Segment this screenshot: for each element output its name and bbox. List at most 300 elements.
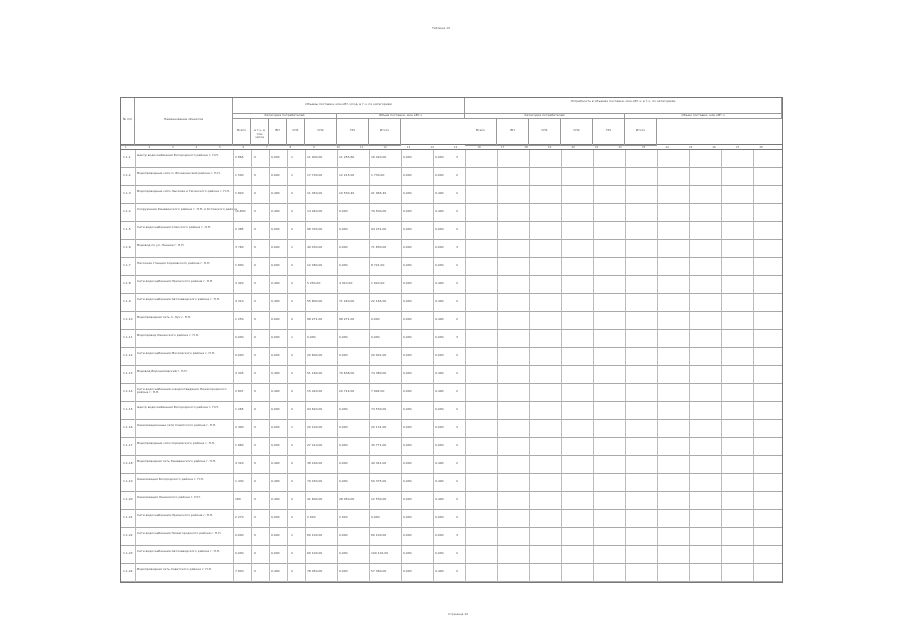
column-number: 12 — [383, 145, 387, 149]
row-value: 2 — [291, 461, 293, 465]
row-value: 2 — [456, 191, 458, 195]
row-value: 7 840 — [235, 569, 244, 573]
row-name: Сети водоснабжения Автозаводского района г. Н.Н. — [137, 297, 220, 301]
row-name: Водопроводная сеть Канавинского района г. Н.Н. — [137, 459, 216, 463]
row-value: 0,000 — [271, 335, 280, 339]
row-value: 2 — [456, 263, 458, 267]
row-value: 1 430 — [235, 479, 244, 483]
row-value: 2 — [456, 281, 458, 285]
row-value: 0,000 — [403, 191, 412, 195]
row-value: 2 — [456, 209, 458, 213]
row-value: 12 215,00 — [339, 173, 355, 177]
row-name: Водопроводные сети п. Вознесенский района г. Н.Н. — [137, 171, 221, 175]
row-name: Сети водоснабжения Приокского района г. Н.Н. — [137, 279, 214, 283]
column-number: 3 — [172, 145, 174, 149]
row-value: 0,000 — [403, 155, 412, 159]
row-value: 0,000 — [339, 479, 348, 483]
row-value: 2 — [456, 227, 458, 231]
row-value: 41 600,00 — [307, 497, 323, 501]
row-value: 1 — [291, 245, 293, 249]
row-value: 28 050,00 — [339, 497, 355, 501]
row-value: 2 — [456, 371, 458, 375]
row-value: 2 — [291, 497, 293, 501]
row-value: 4 320 — [235, 461, 244, 465]
row-value: 2 — [291, 551, 293, 555]
row-name: Водовод Ворошиловский г. Н.Н. — [137, 369, 188, 373]
row-value: 0,490 — [435, 281, 444, 285]
row-number: 1.1.12 — [123, 353, 133, 357]
row-value: 0,000 — [435, 407, 444, 411]
row-value: 22 165,00 — [371, 299, 387, 303]
row-value: 2 — [291, 263, 293, 267]
row-value: 71 240,00 — [339, 299, 355, 303]
row-value: 0,000 — [403, 407, 412, 411]
row-value: 30 771,00 — [371, 443, 387, 447]
row-value: 51 160,00 — [307, 371, 323, 375]
row-number: 1.1.7 — [123, 263, 131, 267]
row-value: 2 — [456, 407, 458, 411]
row-value: 2 — [291, 299, 293, 303]
table-row — [121, 402, 782, 420]
row-number: 1.1.9 — [123, 299, 131, 303]
page-number: Страница 10 — [448, 612, 469, 616]
header-sub-left-a: Категория потребителей — [233, 114, 337, 119]
row-value: 0 — [254, 425, 256, 429]
row-value: 0,000 — [235, 353, 244, 357]
row-value: 0,490 — [271, 479, 280, 483]
row-value: 10 530,40 — [339, 191, 355, 195]
row-value: 0,000 — [271, 173, 280, 177]
row-number: 1.1.14 — [123, 389, 133, 393]
row-value: 0,000 — [435, 155, 444, 159]
row-number: 1.1.18 — [123, 461, 133, 465]
header-col-label: Всего — [233, 119, 251, 146]
header-col-label: СН1 — [529, 119, 561, 146]
row-value: 0,000 — [403, 533, 412, 537]
row-value: 0,000 — [403, 371, 412, 375]
row-number: 1.1.11 — [123, 335, 133, 339]
grid-line — [657, 150, 658, 582]
row-value: 60 100,00 — [371, 533, 387, 537]
row-number: 1.1.4 — [123, 209, 131, 213]
row-value: 0,000 — [403, 479, 412, 483]
grid-line — [305, 150, 306, 582]
row-value: 2 — [456, 173, 458, 177]
grid-line — [251, 150, 252, 582]
row-value: 55 800,00 — [307, 299, 323, 303]
row-value: 2 — [456, 515, 458, 519]
row-value: 0 — [254, 479, 256, 483]
row-value: 57 360,00 — [371, 569, 387, 573]
row-value: 0 — [254, 407, 256, 411]
row-value: 0,000 — [403, 245, 412, 249]
row-value: 0,000 — [403, 263, 412, 267]
row-number: 1.1.3 — [123, 191, 131, 195]
row-value: 2 — [456, 497, 458, 501]
row-value: 0,490 — [271, 191, 280, 195]
row-value: 2 490 — [235, 425, 244, 429]
row-value: 0,000 — [403, 317, 412, 321]
row-value: 11 900,00 — [307, 155, 323, 159]
row-value: 3 — [456, 425, 458, 429]
row-name: Сети водоснабжения Московского района г. Н.Н. — [137, 351, 215, 355]
row-value: 0 — [254, 533, 256, 537]
column-number: 17 — [501, 145, 505, 149]
row-value: 3 — [456, 155, 458, 159]
row-value: 2 — [456, 551, 458, 555]
row-value: 0 — [254, 443, 256, 447]
row-value: 74 380,00 — [371, 371, 387, 375]
column-number: 24 — [665, 145, 669, 149]
row-value: 2 — [291, 353, 293, 357]
row-value: 2 — [456, 461, 458, 465]
row-number: 1.1.6 — [123, 245, 131, 249]
header-col-label: СН2 — [561, 119, 593, 146]
row-value: 0,000 — [235, 533, 244, 537]
row-value: 98 330,00 — [307, 227, 323, 231]
row-value: 4 310 — [235, 299, 244, 303]
row-value: 0,000 — [339, 461, 348, 465]
row-value: 2 — [291, 479, 293, 483]
row-value: 0,490 — [271, 371, 280, 375]
row-number: 1.1.13 — [123, 371, 133, 375]
row-number: 1.1.21 — [123, 515, 133, 519]
row-value: 2 — [291, 209, 293, 213]
column-number: 5 — [219, 145, 221, 149]
row-value: 20 714,00 — [339, 389, 355, 393]
grid-line — [465, 150, 466, 582]
column-number: 19 — [548, 145, 552, 149]
row-value: 0,000 — [403, 443, 412, 447]
row-value: 0,490 — [435, 209, 444, 213]
row-value: 2 620 — [307, 515, 316, 519]
column-number: 8 — [289, 145, 292, 149]
row-name: Сети водоснабжения Нижегородского района г. Н.Н. — [137, 531, 222, 535]
row-value: 0,000 — [435, 533, 444, 537]
table-row — [121, 366, 782, 384]
row-number: 1.1.16 — [123, 425, 133, 429]
header-col-label: СН2 — [305, 119, 337, 146]
row-value: 0,000 — [307, 335, 316, 339]
row-value: 2 — [291, 227, 293, 231]
row-value: 0,000 — [403, 335, 412, 339]
row-value: 0,490 — [435, 461, 444, 465]
header-col-label: Итого — [369, 119, 401, 146]
row-value: 94 620,00 — [307, 407, 323, 411]
header-group-right: Потребность в объемах поставки, млн кВт·ч; в т.ч. по категориям — [465, 98, 782, 114]
row-value: 0 — [254, 299, 256, 303]
row-value: 1 820 — [235, 191, 244, 195]
row-value: 0,000 — [339, 425, 348, 429]
row-value: 0 — [254, 551, 256, 555]
column-number: 2 — [148, 145, 151, 149]
row-value: 180 — [235, 497, 241, 501]
row-value: 14 940,00 — [307, 209, 323, 213]
row-value: 1 860 — [235, 443, 244, 447]
row-number: 1.1.5 — [123, 227, 131, 231]
row-value: 70 430,00 — [307, 479, 323, 483]
grid-line — [433, 150, 434, 582]
grid-line — [233, 150, 234, 582]
row-value: 2 — [456, 317, 458, 321]
row-name: Центр водоснабжения Богородского района г. Н.Н. — [137, 405, 219, 409]
table-row — [121, 186, 782, 204]
row-value: 0,000 — [271, 317, 280, 321]
data-table — [120, 97, 783, 583]
header-name: Наименование объектов — [135, 98, 233, 146]
row-name: Канализация Ленинского района г. Н.Н. — [137, 495, 201, 499]
table-row — [121, 528, 782, 546]
row-value: 0,000 — [435, 551, 444, 555]
table-row — [121, 222, 782, 240]
row-value: 1 — [291, 155, 293, 159]
grid-line — [625, 150, 626, 582]
row-value: 2 — [456, 479, 458, 483]
row-value: 0,000 — [339, 209, 348, 213]
row-value: 2 — [291, 389, 293, 393]
column-number: 21 — [595, 145, 599, 149]
row-value: 2 — [456, 569, 458, 573]
row-name: Сети водоснабжения Спасского района г. Н.Н. — [137, 225, 212, 229]
row-value: 0,490 — [435, 479, 444, 483]
column-number: 14 — [430, 145, 434, 149]
row-value: 0 — [254, 191, 256, 195]
row-name: Водопровод Ленинского района г. Н.Н. — [137, 333, 199, 337]
row-value: 3 — [456, 335, 458, 339]
row-value: 5 250,00 — [307, 281, 321, 285]
header-col-label: ВН — [497, 119, 529, 146]
row-name: Водопроводные сети Сормовского района г. Н.Н. — [137, 441, 216, 445]
row-name: Центр водоснабжения Богородского района г. Н.Н. — [137, 153, 219, 157]
row-value: 2 — [291, 407, 293, 411]
row-value: 3 — [456, 245, 458, 249]
row-value: 0,000 — [435, 173, 444, 177]
grid-line — [337, 150, 338, 582]
row-value: 0 — [254, 317, 256, 321]
row-value: 0,000 — [403, 353, 412, 357]
header-sub-right-a: Категория потребителей — [465, 114, 625, 119]
row-value: 0,000 — [339, 245, 348, 249]
column-number: 4 — [195, 145, 198, 149]
row-value: 0,000 — [271, 245, 280, 249]
row-number: 1.1.1 — [123, 155, 131, 159]
row-value: 0,000 — [403, 281, 412, 285]
row-value: 0,000 — [435, 353, 444, 357]
column-number: 26 — [712, 145, 716, 149]
row-value: 0,490 — [271, 497, 280, 501]
row-value: 8 721,00 — [371, 263, 385, 267]
row-value: 0 — [254, 335, 256, 339]
row-value: 1 730,00 — [371, 173, 385, 177]
row-value: 2 — [291, 569, 293, 573]
row-value: 3 760 — [235, 245, 244, 249]
row-name: Канализационные сети Советского района г. Н.Н. — [137, 423, 217, 427]
header-sub-left-b: Объем поставки, млн кВт·ч — [337, 114, 465, 119]
row-value: 100 101,00 — [371, 551, 389, 555]
row-value: 16 420,00 — [371, 155, 387, 159]
row-value: 2 270 — [235, 515, 244, 519]
row-value: 0 — [254, 263, 256, 267]
row-value: 0,490 — [435, 299, 444, 303]
column-number: 13 — [407, 145, 411, 149]
header-col-label: НН — [337, 119, 369, 146]
row-value: 21 965,40 — [371, 191, 387, 195]
row-value: 0,490 — [435, 569, 444, 573]
row-value: 0,000 — [435, 263, 444, 267]
row-value: 74 530,00 — [371, 407, 387, 411]
row-value: 0,000 — [235, 335, 244, 339]
row-name: Водопроводная сеть п. Луч г. Н.Н. — [137, 315, 192, 319]
row-value: 0,000 — [371, 317, 380, 321]
row-value: 2 — [291, 443, 293, 447]
header-sub-right-b: Объем поставки, млн кВт·ч — [625, 114, 782, 119]
column-number: 11 — [360, 145, 364, 149]
row-value: 0 — [254, 497, 256, 501]
table-row — [121, 384, 782, 402]
row-value: 0,490 — [271, 209, 280, 213]
row-value: 1 500 — [235, 173, 244, 177]
table-row — [121, 420, 782, 438]
row-value: 60 100,00 — [307, 533, 323, 537]
row-number: 1.1.15 — [123, 407, 133, 411]
header-num: № п/п — [121, 98, 135, 146]
table-row — [121, 150, 782, 168]
row-value: 12 480,00 — [307, 263, 323, 267]
grid-line — [269, 150, 270, 582]
row-value: 0,000 — [371, 335, 380, 339]
row-value: 2 — [456, 443, 458, 447]
row-value: 0,000 — [403, 299, 412, 303]
row-value: 1 250 — [235, 317, 244, 321]
row-number: 1.1.10 — [123, 317, 133, 321]
header-col-label: СН1 — [287, 119, 305, 146]
row-value: 0,000 — [435, 335, 444, 339]
row-value: 0,000 — [271, 443, 280, 447]
row-value: 20 001,00 — [371, 353, 387, 357]
row-value: 2 — [291, 317, 293, 321]
header-col-label: ВН — [269, 119, 287, 146]
row-number: 1.1.2 — [123, 173, 131, 177]
header-col-label: в т.ч. в том числе — [251, 119, 269, 146]
row-number: 1.1.22 — [123, 533, 133, 537]
row-value: 0,000 — [435, 425, 444, 429]
row-value: 0,000 — [271, 425, 280, 429]
row-value: 0,000 — [271, 227, 280, 231]
column-number: 23 — [642, 145, 646, 149]
column-number: 20 — [571, 145, 575, 149]
row-value: 38 160,00 — [307, 461, 323, 465]
row-value: 0,000 — [403, 551, 412, 555]
row-value: 11 450,00 — [307, 191, 323, 195]
row-value: 20 131,00 — [371, 425, 387, 429]
row-value: 7 994,00 — [371, 389, 385, 393]
row-value: 10,600 — [235, 209, 246, 213]
row-value: 0,000 — [403, 209, 412, 213]
grid-line — [529, 150, 530, 582]
column-number: 25 — [689, 145, 693, 149]
row-value: 20 100,00 — [307, 425, 323, 429]
row-value: 0 — [254, 245, 256, 249]
grid-line — [135, 150, 136, 582]
row-value: 4 910,00 — [339, 281, 353, 285]
row-value: 0,000 — [271, 407, 280, 411]
table-row — [121, 240, 782, 258]
table-row — [121, 168, 782, 186]
row-value: 1 — [291, 335, 293, 339]
row-value: 2 — [291, 371, 293, 375]
row-value: 12 530,00 — [371, 497, 387, 501]
row-value: 0,000 — [339, 263, 348, 267]
row-name: Водопроводная сеть Советского района г. Н.Н. — [137, 567, 212, 571]
grid-line — [593, 150, 594, 582]
table-row — [121, 474, 782, 492]
row-value: 20 600,00 — [307, 353, 323, 357]
row-value: 70 638,00 — [339, 371, 355, 375]
row-value: 2 — [291, 281, 293, 285]
row-value: 2 — [456, 299, 458, 303]
row-number: 1.1.17 — [123, 443, 133, 447]
row-value: 0,000 — [403, 497, 412, 501]
row-value: 1 — [291, 173, 293, 177]
row-value: 0 — [254, 515, 256, 519]
row-value: 0,490 — [435, 389, 444, 393]
row-value: 1 265 — [235, 407, 244, 411]
row-value: 0,000 — [271, 515, 280, 519]
table-row — [121, 204, 782, 222]
row-value: 2 847 — [235, 389, 244, 393]
row-value: 0 — [254, 227, 256, 231]
row-value: 0 — [254, 569, 256, 573]
column-number: 6 — [242, 145, 245, 149]
row-value: 0 — [254, 371, 256, 375]
row-value: 2 — [291, 191, 293, 195]
row-value: 0,000 — [339, 353, 348, 357]
row-value: 0,000 — [235, 551, 244, 555]
table-row — [121, 348, 782, 366]
row-value: 49 430,00 — [307, 245, 323, 249]
row-value: 1 — [291, 533, 293, 537]
header-col-label: НН — [593, 119, 625, 146]
row-value: 0,490 — [435, 497, 444, 501]
table-row — [121, 276, 782, 294]
row-value: 98 271,00 — [307, 317, 323, 321]
row-value: 3 420 — [235, 281, 244, 285]
row-value: 4 345 — [235, 371, 244, 375]
column-number: 18 — [524, 145, 528, 149]
row-value: 0,000 — [339, 551, 348, 555]
table-row — [121, 438, 782, 456]
header-col-label: Всего — [465, 119, 497, 146]
row-value: 49 341,00 — [371, 461, 387, 465]
row-value: 0,000 — [271, 353, 280, 357]
row-number: 1.1.24 — [123, 569, 133, 573]
table-row — [121, 294, 782, 312]
column-number: 15 — [454, 145, 458, 149]
header-col-label: Итого — [625, 119, 657, 146]
row-value: 0,000 — [435, 515, 444, 519]
grid-line — [689, 150, 690, 582]
row-value: 1 800 — [235, 263, 244, 267]
table-row — [121, 312, 782, 330]
row-value: 27 410,00 — [307, 443, 323, 447]
row-value: 0,000 — [371, 515, 380, 519]
row-name: Канализация Богородского района г. Н.Н. — [137, 477, 204, 481]
row-value: 0 — [254, 209, 256, 213]
row-value: 0 — [254, 389, 256, 393]
row-value: 0 — [254, 281, 256, 285]
row-name: Насосная станция Сормовского района г. Н.Н. — [137, 261, 211, 265]
table-row — [121, 564, 782, 582]
